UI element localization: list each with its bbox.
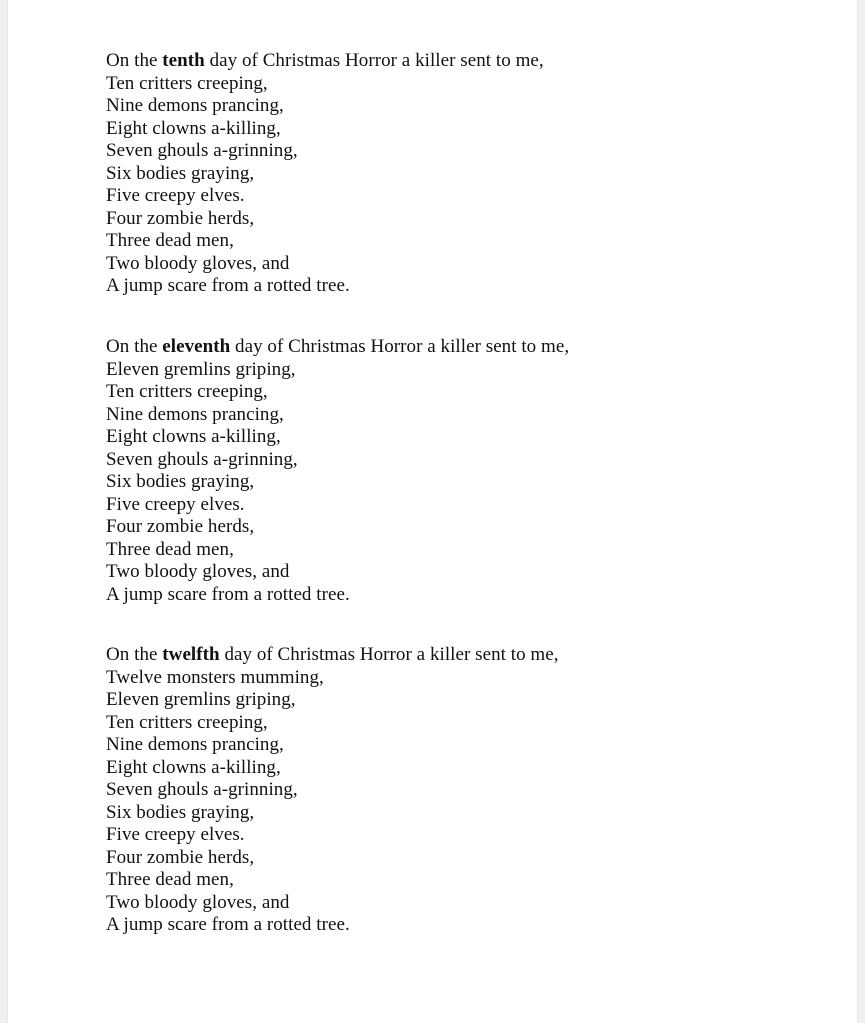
opening-prefix: On the	[106, 50, 163, 71]
verse-line: Ten critters creeping,	[106, 72, 268, 94]
verse-line: Seven ghouls a-grinning,	[106, 779, 298, 800]
verse-line: Ten critters creeping,	[106, 711, 268, 733]
ordinal-day: twelfth	[162, 644, 220, 665]
opening-suffix: day of Christmas Horror a killer sent to me,	[230, 336, 570, 357]
stanza-opening-line	[106, 336, 569, 359]
verse-line: A jump scare from a rotted tree.	[106, 583, 350, 605]
opening-suffix: day of Christmas Horror a killer sent to me,	[219, 644, 559, 665]
verse-line: Five creepy elves.	[106, 493, 245, 515]
verse-line: Four zombie herds,	[106, 846, 255, 868]
verse-line: Four zombie herds,	[106, 207, 255, 229]
opening-prefix: On the	[106, 644, 163, 665]
verse-line: Five creepy elves.	[106, 824, 245, 845]
verse-line: Six bodies graying,	[106, 471, 255, 492]
verse-line: Eight clowns a-killing,	[106, 117, 281, 139]
verse-line: Three dead men,	[106, 230, 234, 251]
stanza-twelfth-day	[106, 644, 559, 937]
verse-line: Two bloody gloves, and	[106, 252, 290, 274]
verse-line: Nine demons prancing,	[106, 403, 284, 425]
verse-line: Five creepy elves.	[106, 185, 245, 206]
stanza-opening-line	[106, 50, 544, 73]
ordinal-day: eleventh	[162, 336, 231, 357]
verse-line: A jump scare from a rotted tree.	[106, 275, 350, 296]
verse-line: Eight clowns a-killing,	[106, 756, 281, 778]
opening-suffix: day of Christmas Horror a killer sent to me,	[204, 50, 544, 71]
verse-line: Eight clowns a-killing,	[106, 426, 281, 447]
verse-line: Three dead men,	[106, 869, 234, 890]
opening-prefix: On the	[106, 336, 163, 357]
verse-line: Eleven gremlins griping,	[106, 689, 296, 710]
verse-line: Seven ghouls a-grinning,	[106, 140, 298, 161]
verse-line: Two bloody gloves, and	[106, 891, 290, 913]
verse-line: Two bloody gloves, and	[106, 561, 290, 582]
verse-line: Nine demons prancing,	[106, 734, 284, 755]
verse-line: Nine demons prancing,	[106, 95, 284, 116]
verse-line: Twelve monsters mumming,	[106, 666, 324, 688]
verse-line: Six bodies graying,	[106, 801, 255, 823]
verse-line: Three dead men,	[106, 538, 234, 560]
stanza-tenth-day	[106, 50, 544, 298]
verse-line: Four zombie herds,	[106, 516, 255, 537]
document-page	[8, 0, 857, 1023]
verse-line: A jump scare from a rotted tree.	[106, 914, 350, 935]
verse-line: Eleven gremlins griping,	[106, 358, 296, 380]
verse-line: Ten critters creeping,	[106, 381, 268, 402]
stanza-eleventh-day	[106, 336, 569, 606]
verse-line: Seven ghouls a-grinning,	[106, 448, 298, 470]
ordinal-day: tenth	[162, 50, 205, 71]
stanza-opening-line	[106, 644, 559, 667]
verse-line: Six bodies graying,	[106, 162, 255, 184]
